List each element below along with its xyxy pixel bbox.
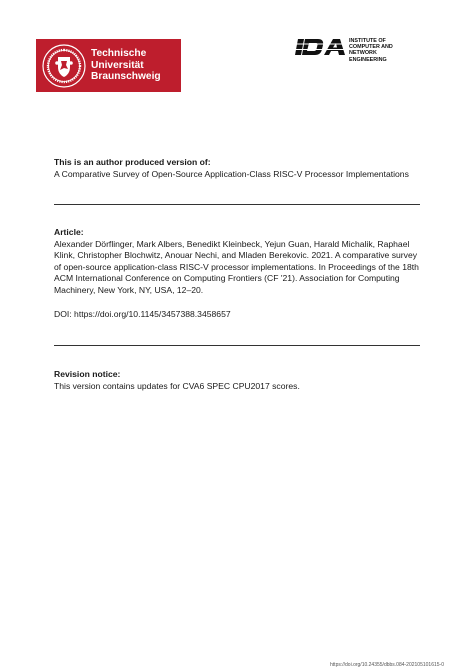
- university-seal-icon: [41, 43, 87, 89]
- ida-logo-line-2: COMPUTER AND: [349, 44, 393, 51]
- divider: [54, 204, 420, 205]
- author-version-label: This is an author produced version of:: [54, 157, 211, 167]
- ida-logo-line-3: NETWORK: [349, 50, 377, 57]
- ida-wordmark-icon: [294, 38, 346, 56]
- ida-institute-logo: [294, 38, 439, 72]
- tu-braunschweig-logo: [36, 39, 181, 92]
- tu-logo-line-2: Universität: [91, 59, 144, 71]
- revision-label: Revision notice:: [54, 369, 121, 379]
- footer-doi-link[interactable]: https://doi.org/10.24355/dbbs.084-202105101615-0: [330, 662, 444, 668]
- tu-logo-line-1: Technische: [91, 48, 147, 60]
- revision-text: This version contains updates for CVA6 SPEC CPU2017 scores.: [54, 380, 300, 391]
- author-version-section: [54, 157, 420, 180]
- article-section: [54, 227, 420, 320]
- article-label: Article:: [54, 227, 84, 237]
- ida-logo-line-1: INSTITUTE OF: [349, 38, 386, 44]
- ida-logo-line-4: ENGINEERING: [349, 56, 387, 63]
- paper-title: A Comparative Survey of Open-Source Application-Class RISC-V Processor Implementations: [54, 168, 409, 179]
- divider: [54, 345, 420, 346]
- tu-logo-line-3: Braunschweig: [91, 71, 161, 83]
- article-citation: Alexander Dörflinger, Mark Albers, Benedikt Kleinbeck, Yejun Guan, Harald Michalik, Raphael Klink, Christopher Blochwitz, Anouar Nechi, and Mladen Berekovic. 2021. A comparative survey of open-source application-class RISC-V processor implementations. In Proceedings of the 18th ACM International Conference on Computing Frontiers (CF '21). Association for Computing Machinery, New York, NY, USA, 12–20.: [54, 238, 419, 295]
- revision-section: [54, 369, 420, 392]
- doi-link[interactable]: DOI: https://doi.org/10.1145/3457388.3458657: [54, 308, 231, 319]
